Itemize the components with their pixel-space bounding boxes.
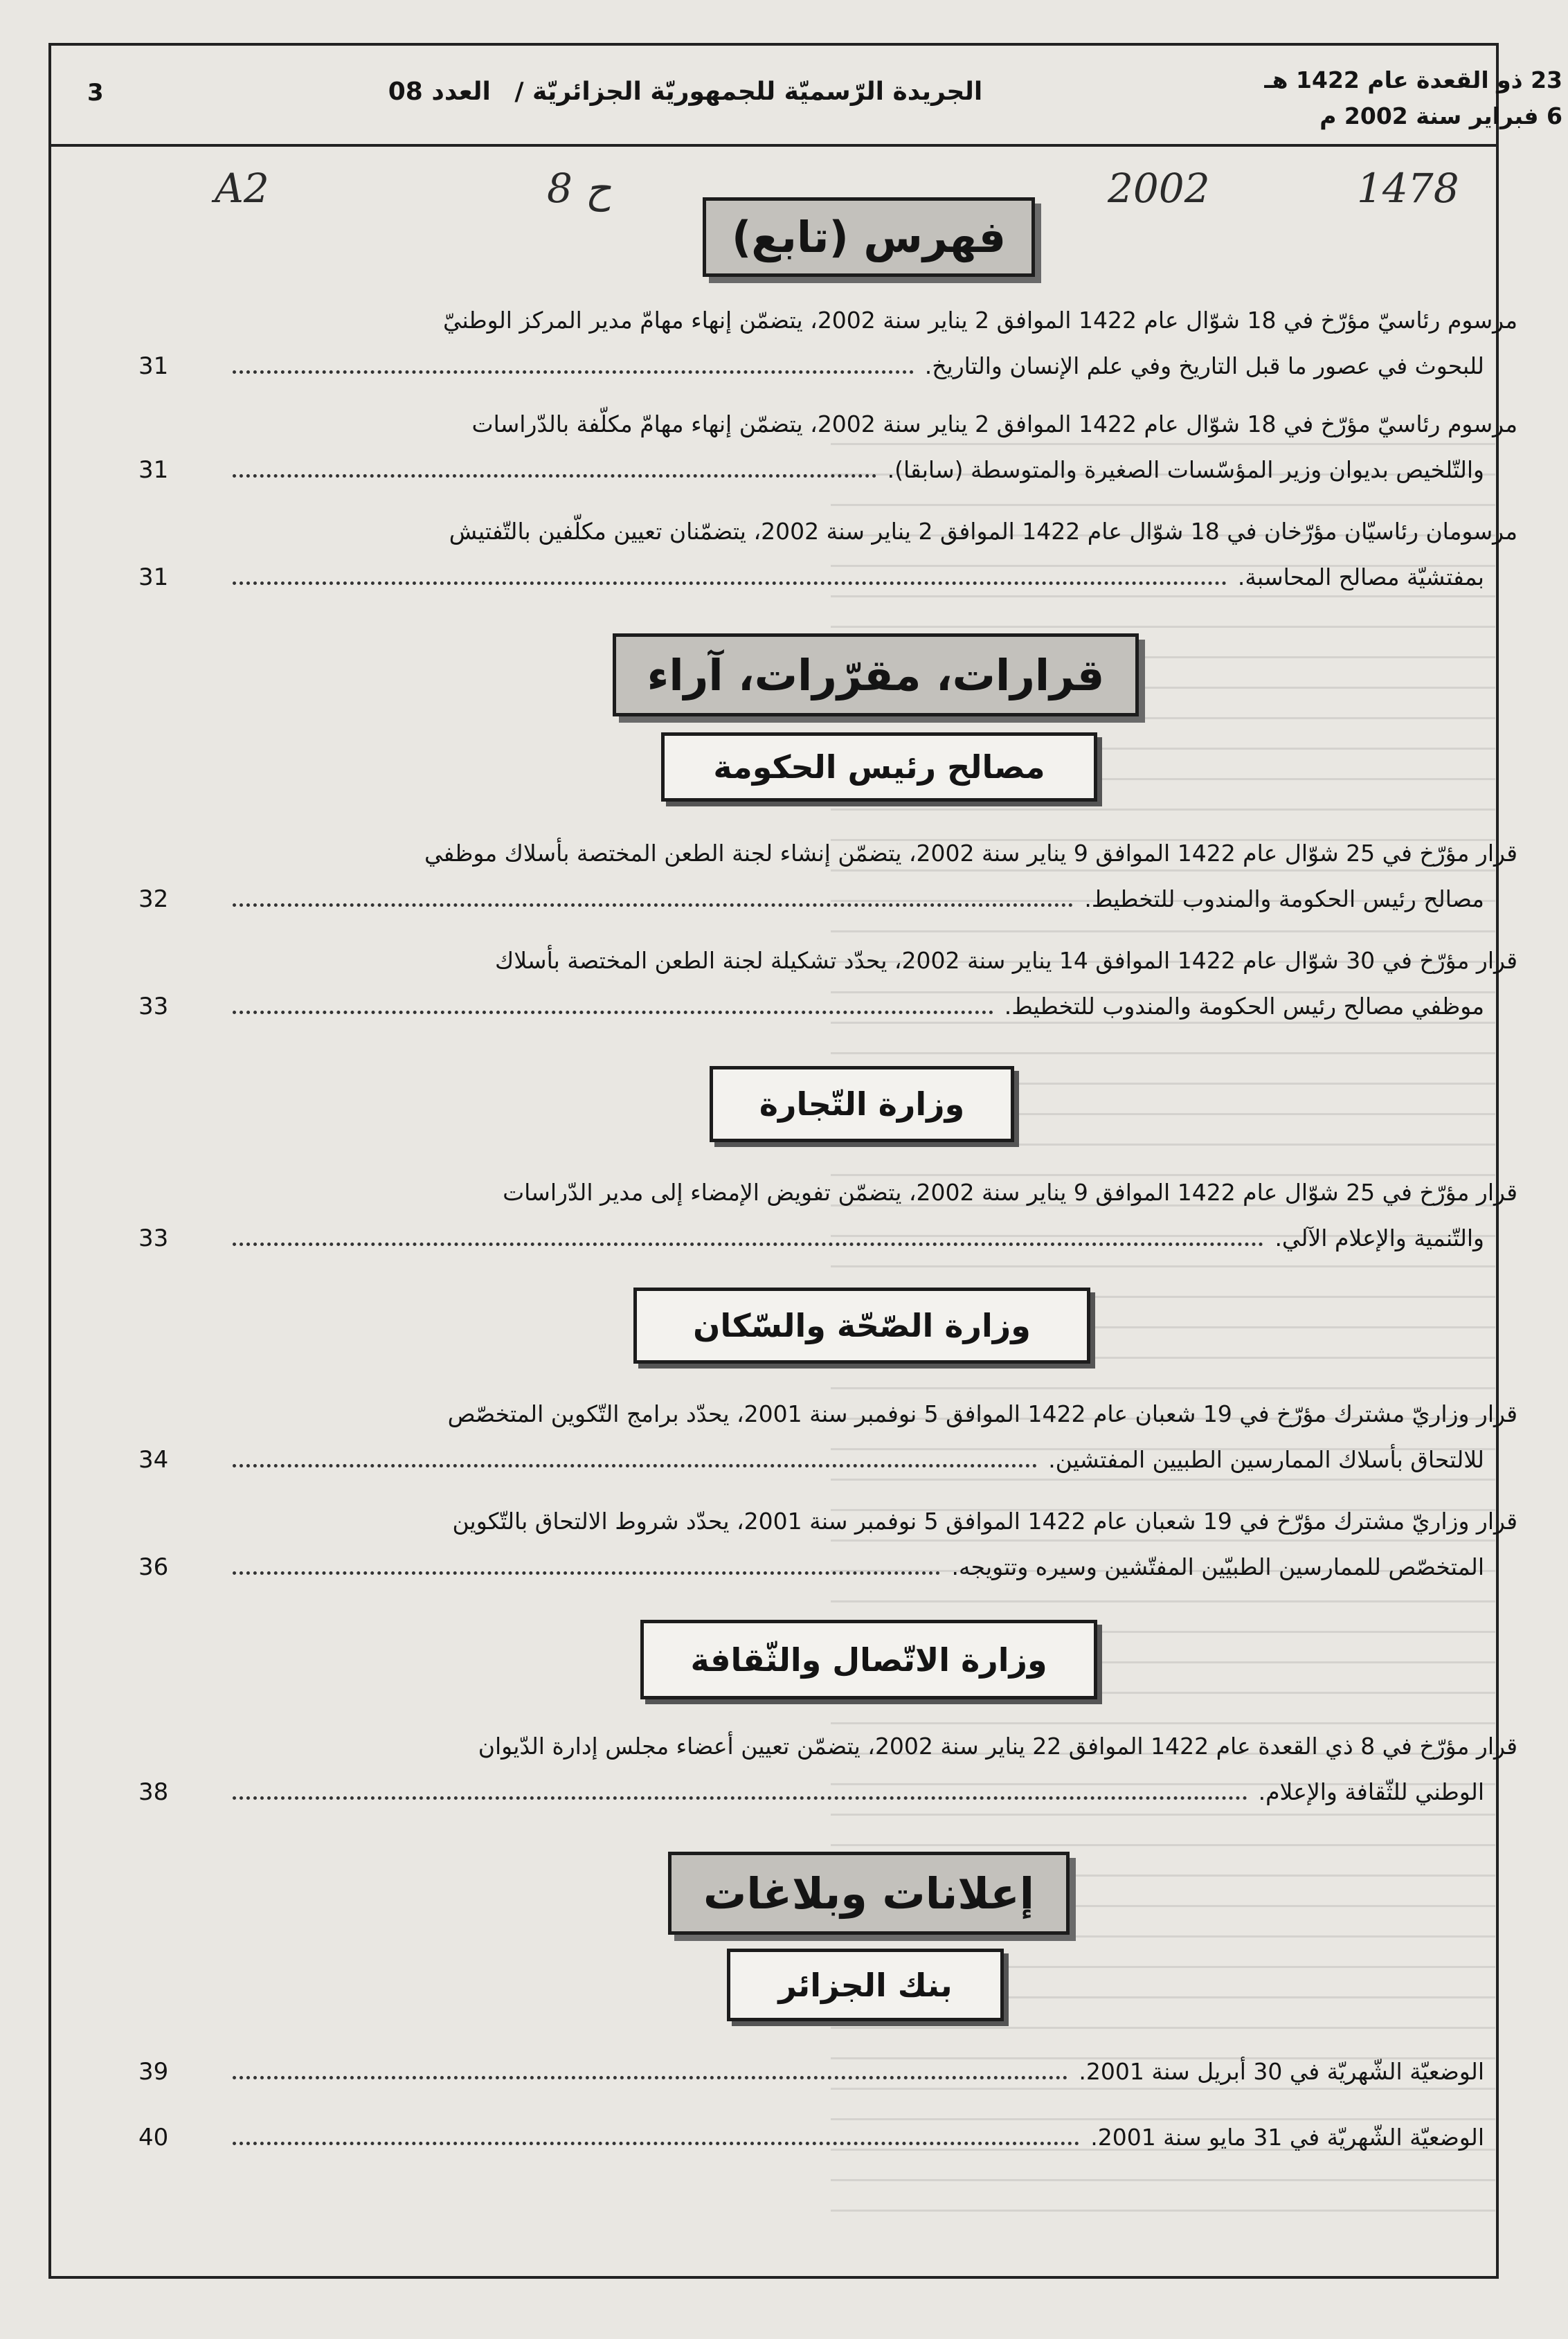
entry-text: مصالح رئيس الحكومة والمندوب للتخطيط. [1084,885,1484,912]
entry-text: بمفتشيّة مصالح المحاسبة. [1237,563,1484,590]
section-index-continued: فهرس (تابع) [703,197,1035,277]
index-entry[interactable] [138,1724,1517,1815]
header-dates [1264,62,1562,134]
index-entry[interactable] [138,1499,1517,1590]
entry-page-number: 36 [138,1553,169,1581]
entry-page-number: 31 [138,352,169,380]
leader-dots [233,1464,1037,1467]
section-bank-of-algeria: بنك الجزائر [727,1949,1004,2021]
handwritten-note: 8 ح [547,165,611,212]
gregorian-date: 6 فبراير سنة 2002 م [1319,102,1562,129]
index-entry[interactable] [138,831,1517,922]
entry-text: المتخصّص للممارسين الطبيّين المفتّشين وسيره وتتويجه. [951,1553,1484,1580]
hijri-date: 23 ذو القعدة عام 1422 هـ [1264,66,1562,93]
entry-text: والتّنمية والإعلام الآلي. [1274,1225,1484,1252]
handwritten-note: 2002 [1108,165,1210,212]
entry-page-number: 31 [138,563,169,591]
index-entry[interactable] [138,298,1517,389]
entry-page-number: 33 [138,993,169,1020]
entry-text: قرار مؤرّخ في 8 ذي القعدة عام 1422 الموافق 22 يناير سنة 2002، يتضمّن تعيين أعضاء مجلس إدارة الدّيوان [478,1733,1517,1760]
entry-text: الوضعيّة الشّهريّة في 31 مايو سنة 2001. [1090,2124,1484,2151]
section-pm-services: مصالح رئيس الحكومة [661,732,1097,802]
entry-text: قرار وزاريّ مشترك مؤرّخ في 19 شعبان عام 1422 الموافق 5 نوفمبر سنة 2001، يحدّد برامج التّكوين المتخصّص [447,1400,1517,1427]
index-entry[interactable] [138,1170,1517,1261]
leader-dots [233,1571,940,1575]
entry-page-number: 40 [138,2124,169,2151]
leader-dots [233,2142,1079,2145]
entry-page-number: 32 [138,885,169,913]
entry-text: للالتحاق بأسلاك الممارسين الطبيين المفتشين. [1048,1446,1484,1473]
leader-dots [233,370,914,374]
issue-number: العدد 08 [388,78,491,106]
index-entry[interactable] [138,2115,1517,2160]
leader-dots [233,474,876,478]
entry-text: الوطني للثّقافة والإعلام. [1258,1778,1484,1805]
leader-dots [233,2076,1067,2079]
journal-title: الجريدة الرّسميّة للجمهوريّة الجزائريّة / [514,78,983,106]
entry-text: قرار وزاريّ مشترك مؤرّخ في 19 شعبان عام 1422 الموافق 5 نوفمبر سنة 2001، يحدّد شروط الالتحاق بالتّكوين [452,1508,1517,1535]
entry-text: للبحوث في عصور ما قبل التاريخ وفي علم الإنسان والتاريخ. [924,352,1484,379]
leader-dots [233,1243,1263,1246]
entry-text: مرسوم رئاسيّ مؤرّخ في 18 شوّال عام 1422 الموافق 2 يناير سنة 2002، يتضمّن إنهاء مهامّ مكلّفة بالدّراسات [471,410,1517,437]
entry-text: مرسومان رئاسيّان مؤرّخان في 18 شوّال عام 1422 الموافق 2 يناير سنة 2002، يتضمّنان تعيين مكلّفين بالتّفتيش [449,518,1517,545]
section-health: وزارة الصّحّة والسّكان [633,1288,1090,1364]
entry-page-number: 39 [138,2058,169,2086]
entry-page-number: 38 [138,1778,169,1806]
entry-page-number: 33 [138,1225,169,1252]
entry-text: قرار مؤرّخ في 30 شوّال عام 1422 الموافق 14 يناير سنة 2002، يحدّد تشكيلة لجنة الطعن المختصة بأسلاك [495,947,1517,974]
entry-text: الوضعيّة الشّهريّة في 30 أبريل سنة 2001. [1079,2058,1484,2085]
header-rule [51,144,1496,147]
entry-text: موظفي مصالح رئيس الحكومة والمندوب للتخطيط. [1004,993,1484,1020]
entry-text: مرسوم رئاسيّ مؤرّخ في 18 شوّال عام 1422 الموافق 2 يناير سنة 2002، يتضمّن إنهاء مهامّ مدير المركز الوطنيّ [442,307,1517,334]
index-entry[interactable] [138,938,1517,1029]
section-trade: وزارة التّجارة [710,1066,1014,1142]
leader-dots [233,903,1073,907]
index-entry[interactable] [138,509,1517,600]
page-number: 3 [87,79,104,107]
index-entry[interactable] [138,1391,1517,1483]
section-announcements: إعلانات وبلاغات [668,1852,1070,1935]
journal-header [325,78,1045,106]
entry-text: قرار مؤرّخ في 25 شوّال عام 1422 الموافق 9 يناير سنة 2002، يتضمّن تفويض الإمضاء إلى مدير الدّراسات [503,1179,1517,1206]
index-entry[interactable] [138,2049,1517,2095]
entry-text: قرار مؤرّخ في 25 شوّال عام 1422 الموافق 9 يناير سنة 2002، يتضمّن إنشاء لجنة الطعن المختصة بأسلاك موظفي [424,840,1517,867]
handwritten-note: A2 [215,165,269,212]
leader-dots [233,1011,993,1014]
entry-page-number: 34 [138,1446,169,1474]
entry-text: والتّلخيص بديوان وزير المؤسّسات الصغيرة والمتوسطة (سابقا). [887,456,1484,483]
leader-dots [233,1796,1247,1800]
index-entry[interactable] [138,401,1517,493]
section-decisions: قرارات، مقرّرات، آراء [613,633,1139,716]
section-communication: وزارة الاتّصال والثّقافة [640,1620,1097,1699]
entry-page-number: 31 [138,456,169,484]
handwritten-note: 1478 [1357,165,1459,212]
leader-dots [233,581,1227,585]
